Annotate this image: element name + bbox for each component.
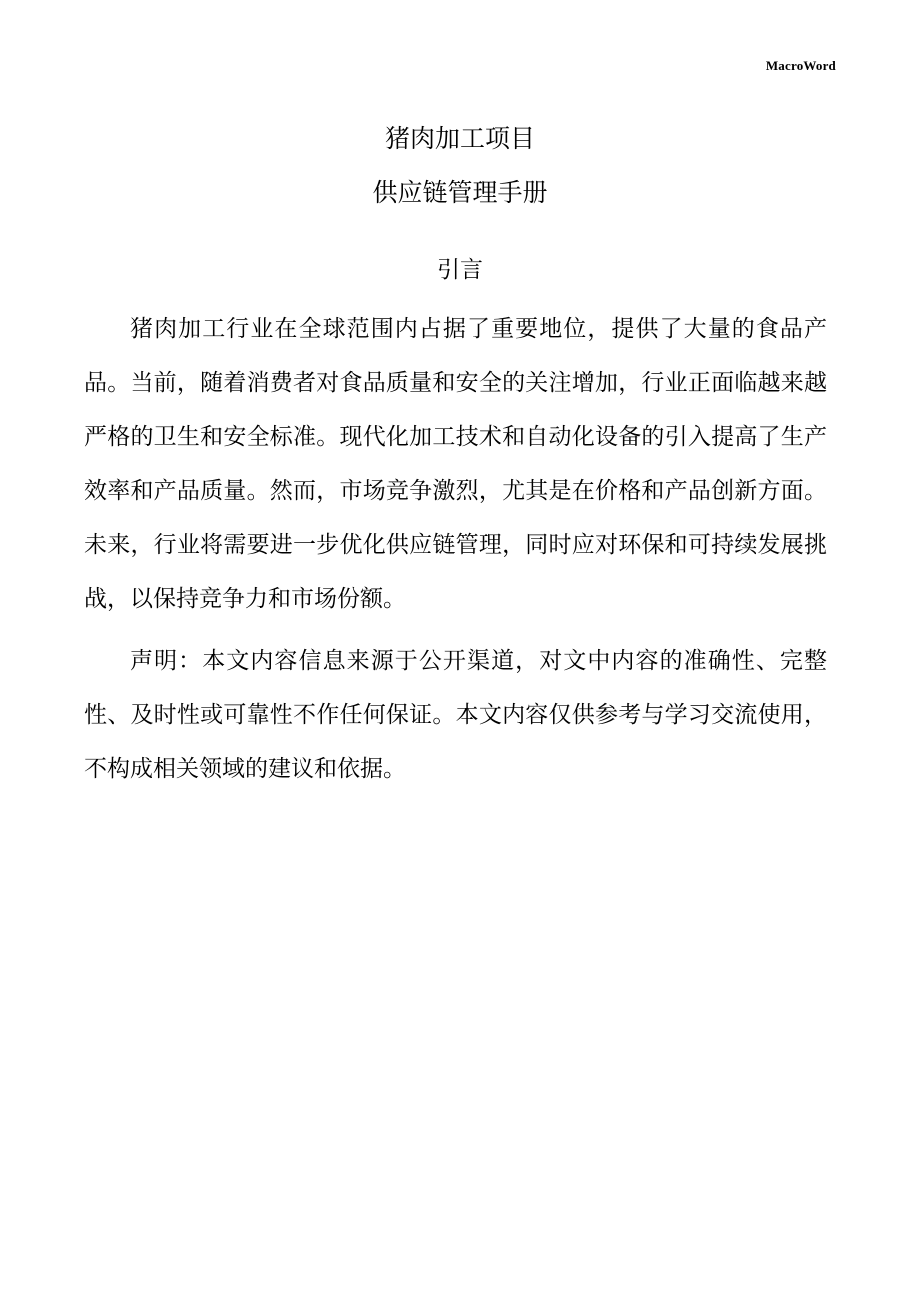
disclaimer-paragraph: 声明：本文内容信息来源于公开渠道，对文中内容的准确性、完整性、及时性或可靠性不作任何保证。本文内容仅供参考与学习交流使用，不构成相关领域的建议和依据。 (84, 648, 827, 782)
section-heading: 引言 (437, 257, 483, 283)
header-brand: MacroWord (765, 58, 836, 73)
intro-paragraph: 猪肉加工行业在全球范围内占据了重要地位，提供了大量的食品产品。当前，随着消费者对食品质量和安全的关注增加，行业正面临越来越严格的卫生和安全标准。现代化加工技术和自动化设备的引入提高了生产效率和产品质量。然而，市场竞争激烈，尤其是在价格和产品创新方面。未来，行业将需要进一步优化供应链管理，同时应对环保和可持续发展挑战，以保持竞争力和市场份额。 (84, 316, 827, 612)
document-title-line2: 供应链管理手册 (372, 178, 548, 207)
document-title-line1: 猪肉加工项目 (384, 124, 535, 153)
